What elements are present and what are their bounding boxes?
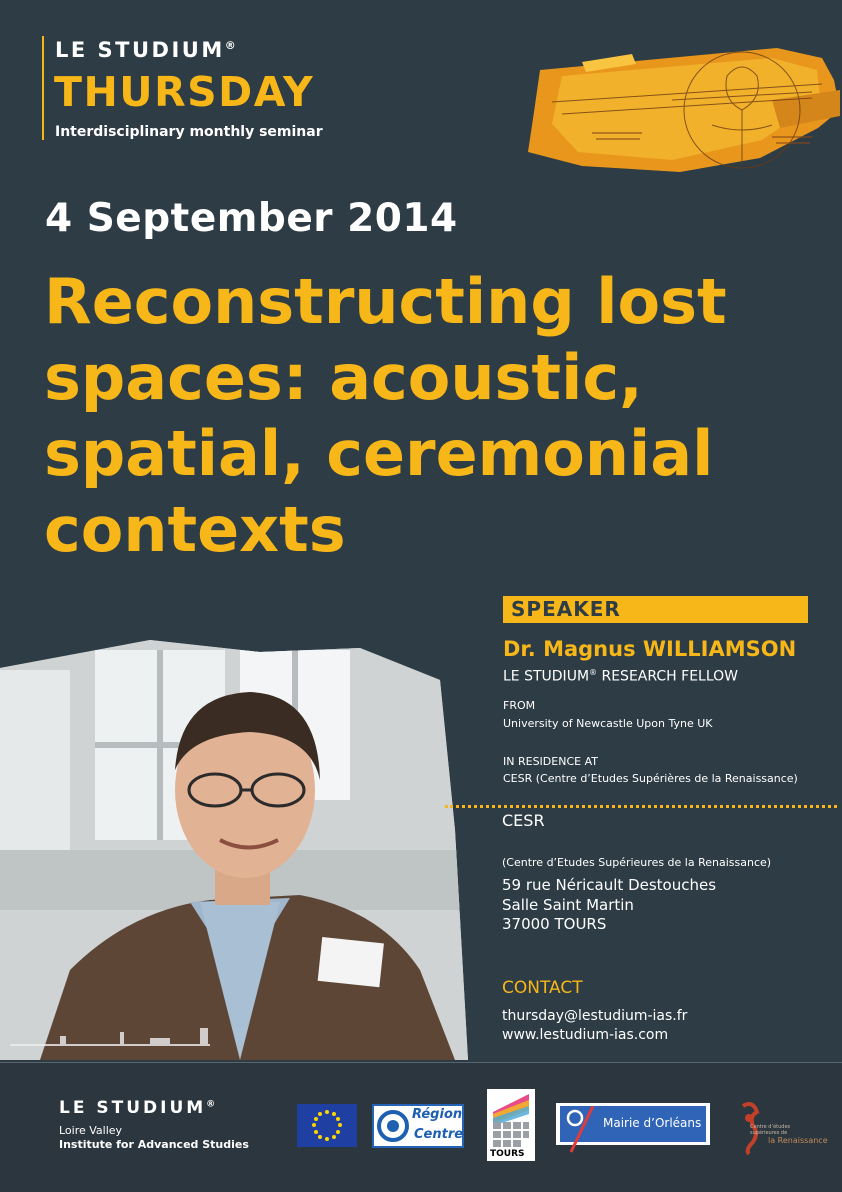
event-title-line: spaces: acoustic, — [44, 341, 643, 414]
from-value: University of Newcastle Upon Tyne UK — [503, 717, 713, 730]
orleans-emblem-icon — [565, 1106, 597, 1156]
footer-brand: LE STUDIUM® — [59, 1098, 216, 1118]
dotted-divider — [445, 805, 837, 808]
venue-address-line: 59 rue Néricault Destouches — [502, 876, 717, 894]
eu-flag-logo — [297, 1104, 357, 1147]
residence-value: CESR (Centre d’Etudes Supérières de la Renaissance) — [503, 772, 798, 785]
brand-name: LE STUDIUM® — [55, 38, 236, 62]
contact-heading: CONTACT — [502, 978, 583, 998]
cesr-logo-title: la Renaissance — [768, 1136, 828, 1145]
region-swirl-icon — [376, 1108, 410, 1144]
event-title — [44, 264, 834, 568]
from-label: FROM — [503, 699, 536, 712]
orleans-logo-text: Mairie d’Orléans — [603, 1116, 702, 1130]
event-date: 4 September 2014 — [45, 196, 458, 241]
series-title: THURSDAY — [54, 68, 315, 116]
tours-logo-text: TOURS — [490, 1149, 525, 1159]
event-title-line: Reconstructing lost — [44, 265, 727, 338]
tours-grid-icon — [489, 1092, 533, 1148]
speaker-photo — [0, 640, 495, 1060]
venue-address-line: 37000 TOURS — [502, 915, 607, 933]
contact-email[interactable]: thursday@lestudium-ias.fr — [502, 1008, 688, 1024]
region-logo-text: Centre — [414, 1127, 464, 1142]
vitruvian-artwork — [522, 40, 842, 175]
venue-full-name: (Centre d’Etudes Supérieures de la Renaissance) — [502, 856, 772, 869]
event-title-line: contexts — [44, 493, 346, 566]
event-title-line: spatial, ceremonial — [44, 417, 714, 490]
speaker-heading: SPEAKER — [511, 597, 621, 621]
header-accent-bar — [42, 36, 44, 140]
series-subtitle: Interdisciplinary monthly seminar — [55, 124, 323, 140]
footer-institute: Institute for Advanced Studies — [59, 1138, 249, 1151]
venue-name: CESR — [502, 811, 545, 830]
speaker-role: LE STUDIUM® RESEARCH FELLOW — [503, 668, 739, 685]
cesr-logo-caption: Centre d’études supérieures de — [750, 1124, 791, 1136]
footer-region: Loire Valley — [59, 1124, 123, 1137]
speaker-name: Dr. Magnus WILLIAMSON — [503, 637, 797, 661]
region-logo-text: Région — [412, 1107, 463, 1122]
venue-address-line: Salle Saint Martin — [502, 896, 634, 914]
residence-label: IN RESIDENCE AT — [503, 755, 598, 768]
contact-website[interactable]: www.lestudium-ias.com — [502, 1027, 669, 1043]
